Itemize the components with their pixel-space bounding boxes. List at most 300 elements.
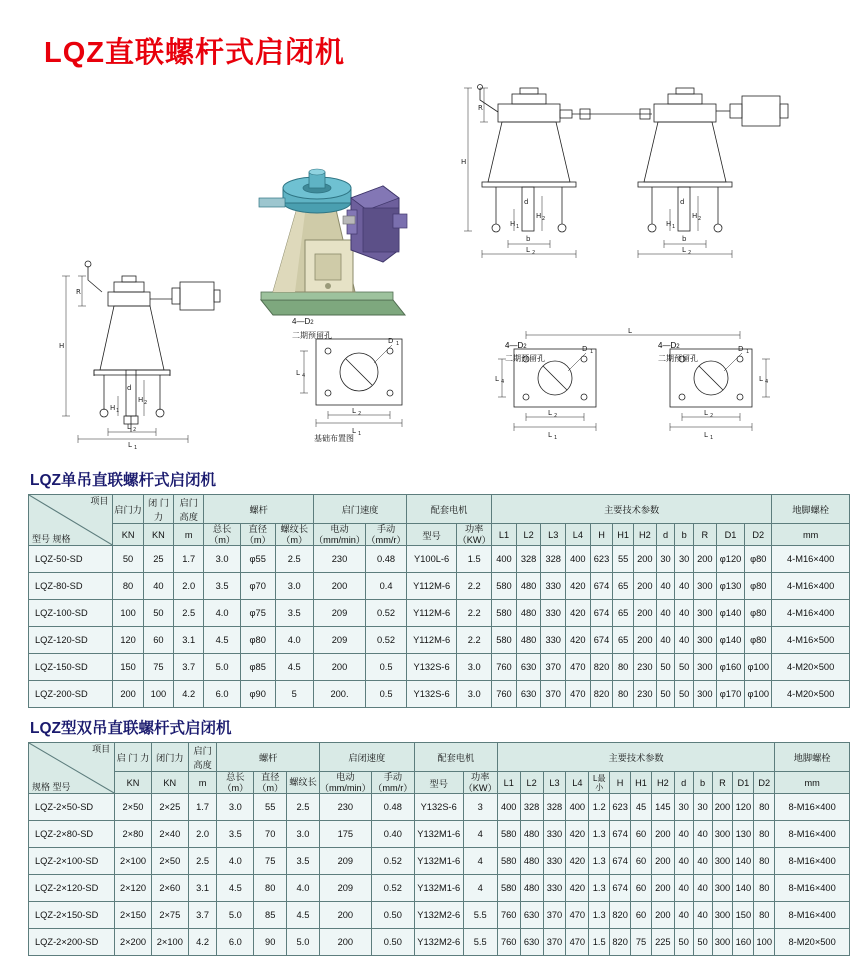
cell: 3.0 (287, 821, 320, 848)
table2-sub-thread-len: 螺纹长 (287, 772, 320, 794)
cell: 3.5 (217, 821, 254, 848)
cell: 623 (590, 546, 613, 573)
drawing-single-hoist-elevation (48, 220, 238, 451)
cell: 80 (613, 654, 634, 681)
cell: 8-M20×500 (775, 929, 850, 956)
cell: 55 (613, 546, 634, 573)
cell: 3.0 (457, 681, 492, 708)
svg-text:R: R (76, 288, 81, 296)
cell: φ140 (716, 600, 745, 627)
cell: 420 (566, 875, 589, 902)
cell: 674 (590, 573, 613, 600)
cell: 580 (492, 600, 517, 627)
cell: 3.5 (204, 573, 241, 600)
cell: 0.52 (371, 848, 414, 875)
cell: Y100L-6 (407, 546, 457, 573)
cell: 65 (613, 600, 634, 627)
table1-sub-H1: H1 (613, 524, 634, 546)
table2-group-motor: 配套电机 (414, 743, 497, 772)
cell: 580 (497, 848, 520, 875)
cell: 2×150 (115, 902, 152, 929)
cell: 200 (113, 681, 143, 708)
cell: 40 (674, 902, 693, 929)
cell: 4.5 (204, 627, 241, 654)
table1-group-open-force: 启门力 (113, 495, 143, 524)
cell: 0.48 (371, 794, 414, 821)
cell: 0.52 (366, 627, 407, 654)
cell: 4-M16×500 (772, 627, 850, 654)
drawing-double-foundation-layout (490, 325, 820, 450)
table2-group-open-height: 启门 高度 (188, 743, 217, 772)
cell: 200 (651, 875, 674, 902)
table2-sub-Lmin: L最小 (589, 772, 610, 794)
table2-sub-D2: D2 (754, 772, 775, 794)
svg-text:L: L (495, 375, 499, 383)
cell: φ170 (716, 681, 745, 708)
table-row (29, 654, 850, 681)
table1-sub-D1: D1 (716, 524, 745, 546)
cell: φ100 (745, 681, 772, 708)
cell: 2.5 (188, 848, 217, 875)
svg-text:d: d (680, 198, 685, 206)
table-row (29, 794, 850, 821)
cell: 40 (675, 600, 694, 627)
cell: 760 (497, 929, 520, 956)
cell: 3.0 (204, 546, 241, 573)
cell: 40 (675, 573, 694, 600)
cell: 400 (566, 794, 589, 821)
label-reserved-holes-right: 二期预留孔 (658, 354, 698, 363)
cell: 3 (463, 794, 497, 821)
cell: 60 (631, 875, 652, 902)
table1-row4-model: LQZ-150-SD (29, 654, 113, 681)
cell: 5.0 (217, 902, 254, 929)
cell: 150 (733, 902, 754, 929)
cell: 50 (693, 929, 712, 956)
cell: 2.5 (174, 600, 204, 627)
table1-sub-R: R (694, 524, 717, 546)
cell: 225 (651, 929, 674, 956)
table-double-hoist (28, 742, 850, 956)
cell: 140 (733, 875, 754, 902)
cell: 209 (314, 627, 366, 654)
svg-text:L: L (352, 427, 356, 435)
svg-text:L: L (296, 369, 300, 377)
table2-sub-L1: L1 (497, 772, 520, 794)
cell: 0.4 (366, 573, 407, 600)
cell: 60 (631, 848, 652, 875)
cell: 2×100 (115, 848, 152, 875)
table1-group-tech: 主要技术参数 (492, 495, 772, 524)
cell: 580 (492, 627, 517, 654)
cell: 300 (712, 929, 733, 956)
cell: 470 (566, 902, 589, 929)
cell: 200 (633, 573, 656, 600)
cell: 370 (541, 681, 566, 708)
cell: 0.52 (366, 600, 407, 627)
cell: 4-M16×400 (772, 546, 850, 573)
cell: φ100 (745, 654, 772, 681)
cell: 2×60 (151, 875, 188, 902)
svg-text:1: 1 (516, 224, 520, 230)
cell: 65 (613, 573, 634, 600)
table1-sub-L3: L3 (541, 524, 566, 546)
cell: 2×80 (115, 821, 152, 848)
table2-sub-D1: D1 (733, 772, 754, 794)
table2-sub-L2: L2 (520, 772, 543, 794)
cell: φ140 (716, 627, 745, 654)
page-title: LQZ直联螺杆式启闭机 (44, 37, 345, 69)
svg-text:H: H (666, 220, 672, 228)
cell: 2×75 (151, 902, 188, 929)
cell: 760 (492, 654, 517, 681)
cell: 80 (754, 848, 775, 875)
cell: 2×50 (151, 848, 188, 875)
table2-sub-kn1: KN (115, 772, 152, 794)
cell: 4 (463, 848, 497, 875)
table1-sub-thread-len: 螺纹长（m） (275, 524, 313, 546)
table2-sub-screw-len: 总长（m） (217, 772, 254, 794)
cell: 200 (651, 821, 674, 848)
cell: 50 (674, 929, 693, 956)
cell: 623 (610, 794, 631, 821)
cell: 40 (693, 821, 712, 848)
cell: 470 (566, 929, 589, 956)
cell: 674 (610, 848, 631, 875)
table1-row5-model: LQZ-200-SD (29, 681, 113, 708)
cell: 3.5 (287, 848, 320, 875)
cell: 200 (314, 573, 366, 600)
cell: 420 (566, 573, 591, 600)
svg-text:1: 1 (746, 349, 750, 355)
cell: 30 (656, 546, 675, 573)
cell: 40 (693, 848, 712, 875)
cell: 230 (633, 681, 656, 708)
cell: 3.1 (188, 875, 217, 902)
cell: Y132M2-6 (414, 902, 463, 929)
cell: 300 (712, 902, 733, 929)
cell: 80 (754, 875, 775, 902)
table2-row3-model: LQZ-2×120-SD (29, 875, 115, 902)
cell: 80 (113, 573, 143, 600)
product-photo (243, 110, 418, 335)
cell: φ90 (240, 681, 275, 708)
svg-text:2: 2 (144, 400, 148, 406)
table1-sub-kn2: KN (143, 524, 173, 546)
table1-group-screw: 螺杆 (204, 495, 314, 524)
cell: 470 (566, 654, 591, 681)
cell: 300 (694, 654, 717, 681)
cell: 5.5 (463, 929, 497, 956)
cell: 2×25 (151, 794, 188, 821)
cell: 75 (143, 654, 173, 681)
cell: 1.3 (589, 875, 610, 902)
cell: 420 (566, 627, 591, 654)
label-4-D2-center: 4—D2 (292, 317, 314, 326)
cell: 40 (674, 848, 693, 875)
table-row (29, 902, 850, 929)
table2-group-anchor: 地脚螺栓 (775, 743, 850, 772)
cell: 4.5 (275, 654, 313, 681)
table1-sub-screw-dia: 直径（m） (240, 524, 275, 546)
svg-text:1: 1 (554, 435, 558, 441)
table-row (29, 573, 850, 600)
cell: 580 (497, 821, 520, 848)
cell: 330 (541, 573, 566, 600)
cell: 3.1 (174, 627, 204, 654)
cell: 1.5 (457, 546, 492, 573)
cell: 230 (633, 654, 656, 681)
cell: 300 (694, 600, 717, 627)
cell: 1.7 (188, 794, 217, 821)
cell: 209 (319, 848, 371, 875)
label-reserved-holes-center: 二期预留孔 (292, 331, 332, 340)
table2-sub-screw-dia: 直径（m） (254, 772, 287, 794)
cell: 25 (143, 546, 173, 573)
svg-text:2: 2 (710, 413, 714, 419)
table1-row1-model: LQZ-80-SD (29, 573, 113, 600)
label-4-D2-left: 4—D2 (505, 341, 527, 350)
cell: 3.7 (174, 654, 204, 681)
table2-sub-electric: 电动（mm/min） (319, 772, 371, 793)
cell: 50 (656, 654, 675, 681)
cell: 200 (651, 902, 674, 929)
cell: 40 (693, 875, 712, 902)
cell: 145 (651, 794, 674, 821)
svg-text:L: L (548, 431, 552, 439)
cell: 820 (610, 929, 631, 956)
svg-text:H: H (692, 212, 698, 220)
cell: 330 (543, 875, 566, 902)
cell: 4-M16×400 (772, 600, 850, 627)
table1-sub-H2: H2 (633, 524, 656, 546)
cell: 2×120 (115, 875, 152, 902)
cell: 328 (543, 794, 566, 821)
cell: 2.5 (287, 794, 320, 821)
table1-sub-electric: 电动（mm/min） (314, 524, 366, 545)
cell: 328 (516, 546, 541, 573)
table2-row4-model: LQZ-2×150-SD (29, 902, 115, 929)
table2-sub-motor-power: 功率（KW） (463, 772, 497, 793)
cell: 30 (675, 546, 694, 573)
svg-text:L: L (127, 423, 131, 431)
cell: 209 (314, 600, 366, 627)
cell: 674 (610, 821, 631, 848)
cell: 328 (520, 794, 543, 821)
table2-row5-model: LQZ-2×200-SD (29, 929, 115, 956)
cell: 330 (543, 821, 566, 848)
cell: 760 (492, 681, 517, 708)
cell: 50 (656, 681, 675, 708)
cell: 75 (631, 929, 652, 956)
table2-sub-m: m (188, 772, 217, 794)
cell: 328 (541, 546, 566, 573)
table-row (29, 627, 850, 654)
table2-sub-manual: 手动（mm/r） (373, 772, 413, 793)
cell: 674 (610, 875, 631, 902)
svg-text:1: 1 (358, 431, 362, 437)
cell: 4-M16×400 (772, 573, 850, 600)
cell: 4 (463, 821, 497, 848)
svg-text:D: D (582, 345, 588, 353)
table2-corner-cell (29, 743, 115, 794)
cell: 140 (733, 848, 754, 875)
cell: 100 (113, 600, 143, 627)
cell: 4.2 (174, 681, 204, 708)
cell: 2×50 (115, 794, 152, 821)
cell: 820 (610, 902, 631, 929)
table2-row2-model: LQZ-2×100-SD (29, 848, 115, 875)
cell: φ80 (745, 627, 772, 654)
cell: 300 (694, 627, 717, 654)
cell: 370 (543, 902, 566, 929)
cell: Y132M1-6 (414, 821, 463, 848)
cell: φ160 (716, 654, 745, 681)
svg-text:2: 2 (698, 216, 702, 222)
svg-text:1: 1 (590, 349, 594, 355)
cell: 630 (520, 929, 543, 956)
cell: 70 (254, 821, 287, 848)
cell: 2.0 (188, 821, 217, 848)
cell: 85 (254, 902, 287, 929)
cell: 630 (516, 681, 541, 708)
cell: 65 (613, 627, 634, 654)
cell: 0.48 (366, 546, 407, 573)
cell: 4-M20×500 (772, 681, 850, 708)
cell: φ130 (716, 573, 745, 600)
cell: 200 (694, 546, 717, 573)
label-4-D2-right: 4—D2 (658, 341, 680, 350)
cell: 480 (520, 875, 543, 902)
table-row (29, 875, 850, 902)
table2-body (29, 794, 850, 956)
cell: 45 (631, 794, 652, 821)
svg-text:1: 1 (116, 408, 120, 414)
cell: 209 (319, 875, 371, 902)
cell: 40 (674, 875, 693, 902)
cell: φ120 (716, 546, 745, 573)
cell: 0.50 (371, 902, 414, 929)
svg-text:4: 4 (501, 379, 505, 385)
cell: 760 (497, 902, 520, 929)
cell: 674 (590, 627, 613, 654)
cell: 200 (633, 627, 656, 654)
cell: 8-M16×400 (775, 821, 850, 848)
table2-sub-H1: H1 (631, 772, 652, 794)
svg-text:1: 1 (672, 224, 676, 230)
table1-sub-screw-len: 总长（m） (204, 524, 241, 546)
cell: 200 (314, 654, 366, 681)
cell: 630 (520, 902, 543, 929)
cell: 1.7 (174, 546, 204, 573)
cell: 8-M16×400 (775, 848, 850, 875)
cell: 200 (319, 929, 371, 956)
svg-text:b: b (526, 235, 531, 243)
cell: 820 (590, 681, 613, 708)
svg-text:d: d (127, 384, 132, 392)
svg-text:2: 2 (688, 250, 692, 256)
cell: 0.50 (371, 929, 414, 956)
svg-text:4: 4 (765, 379, 769, 385)
cell: 1.3 (589, 902, 610, 929)
table2-group-close-force: 闭门力 (151, 743, 188, 772)
cell: 470 (566, 681, 591, 708)
cell: 1.2 (589, 794, 610, 821)
cell: 50 (675, 681, 694, 708)
section-2-title: LQZ型双吊直联螺杆式启闭机 (30, 720, 232, 737)
table-row (29, 929, 850, 956)
table2-group-open-force: 启 门 力 (115, 743, 152, 772)
cell: 300 (712, 821, 733, 848)
cell: 4.0 (204, 600, 241, 627)
cell: 5.0 (287, 929, 320, 956)
table2-group-screw: 螺杆 (217, 743, 319, 772)
cell: 2.5 (275, 546, 313, 573)
cell: 40 (143, 573, 173, 600)
svg-text:L: L (682, 246, 686, 254)
cell: Y132M1-6 (414, 875, 463, 902)
drawings-area (0, 70, 850, 460)
cell: 400 (492, 546, 517, 573)
table1-corner-bottom: 型号 规格 (32, 534, 71, 544)
cell: 50 (675, 654, 694, 681)
cell: 1.3 (589, 821, 610, 848)
cell: 90 (254, 929, 287, 956)
cell: 580 (492, 573, 517, 600)
cell: 200 (319, 902, 371, 929)
table1-sub-anchor-mm: mm (772, 524, 850, 546)
cell: 8-M16×400 (775, 794, 850, 821)
cell: Y132M2-6 (414, 929, 463, 956)
label-reserved-holes-left: 二期预留孔 (505, 354, 545, 363)
table1-sub-manual: 手动（mm/r） (366, 524, 406, 545)
cell: 40 (674, 821, 693, 848)
cell: 300 (694, 573, 717, 600)
table1-sub-d: d (656, 524, 675, 546)
cell: 80 (254, 875, 287, 902)
table-row (29, 546, 850, 573)
cell: 150 (113, 654, 143, 681)
table1-sub-motor-model: 型号 (407, 524, 457, 546)
table1-group-open-height: 启门 高度 (174, 495, 204, 524)
table1-row3-model: LQZ-120-SD (29, 627, 113, 654)
drawing-double-hoist-elevation (452, 84, 834, 324)
svg-text:b: b (682, 235, 687, 243)
table1-sub-L2: L2 (516, 524, 541, 546)
cell: 2×40 (151, 821, 188, 848)
table1-sub-D2: D2 (745, 524, 772, 546)
cell: 80 (754, 902, 775, 929)
table-single-hoist (28, 494, 850, 708)
cell: 300 (712, 848, 733, 875)
svg-text:D: D (388, 337, 394, 345)
table1-row0-model: LQZ-50-SD (29, 546, 113, 573)
cell: 5.0 (204, 654, 241, 681)
cell: 3.5 (275, 600, 313, 627)
cell: 330 (541, 600, 566, 627)
cell: 60 (631, 902, 652, 929)
svg-text:L: L (628, 327, 632, 335)
cell: φ85 (240, 654, 275, 681)
cell: 480 (516, 600, 541, 627)
table2-sub-R: R (712, 772, 733, 794)
table1-row2-model: LQZ-100-SD (29, 600, 113, 627)
cell: 480 (520, 848, 543, 875)
cell: 420 (566, 848, 589, 875)
cell: 2.2 (457, 573, 492, 600)
cell: Y132S-6 (407, 654, 457, 681)
cell: 5.5 (463, 902, 497, 929)
